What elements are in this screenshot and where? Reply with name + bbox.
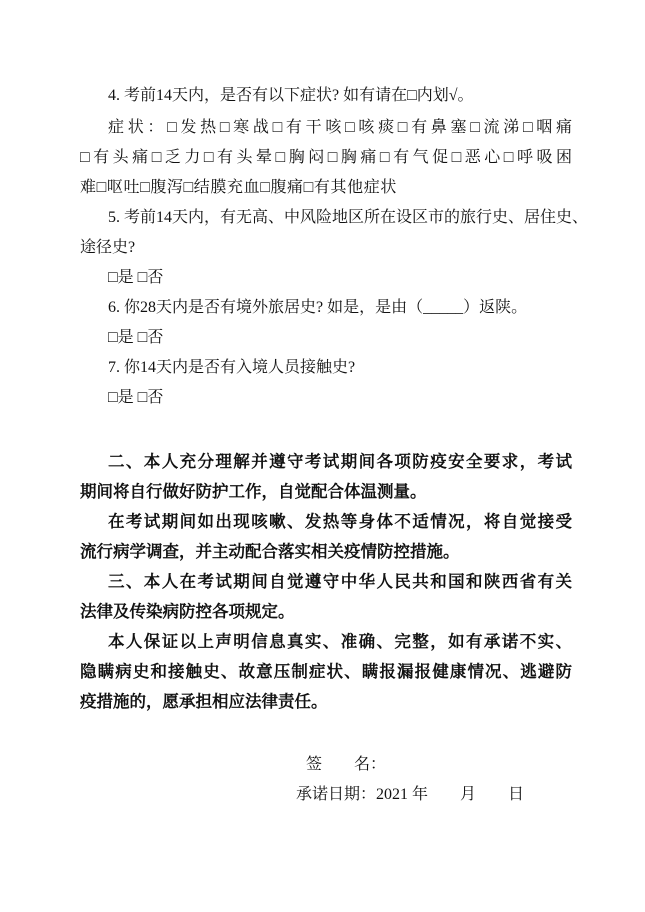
statement-4-line-1: 本人保证以上声明信息真实、准确、完整，如有承诺不实、: [108, 632, 572, 651]
statement-4-line-2: 隐瞒病史和接触史、故意压制症状、瞒报漏报健康情况、逃避防: [80, 662, 572, 681]
symptoms-line-2: □有头痛□乏力□有头晕□胸闷□胸痛□有气促□恶心□呼吸困: [80, 149, 572, 166]
statement-2-line-2: 期间将自行做好防护工作，自觉配合体温测量。: [80, 482, 427, 501]
question-5: 5. 考前14天内，有无高、中风险地区所在设区市的旅行史、居住史、: [108, 209, 589, 226]
question-6-options[interactable]: □是 □否: [108, 329, 164, 346]
symptoms-line-1: 症状：□发热□寒战□有干咳□咳痰□有鼻塞□流涕□咽痛: [108, 119, 572, 136]
statement-3-line-2: 法律及传染病防控各项规定。: [80, 602, 295, 621]
statement-4-line-3: 疫措施的，愿承担相应法律责任。: [80, 692, 328, 711]
statement-2b-line-1: 在考试期间如出现咳嗽、发热等身体不适情况，将自觉接受: [108, 512, 572, 531]
question-4: 4. 考前14天内，是否有以下症状? 如有请在□内划√。: [108, 87, 474, 104]
question-6: 6. 你28天内是否有境外旅居史? 如是，是由（_____）返陕。: [108, 299, 528, 316]
question-5-options[interactable]: □是 □否: [108, 269, 164, 286]
statement-2-line-1: 二、本人充分理解并遵守考试期间各项防疫安全要求，考试: [108, 452, 572, 471]
date-label: 承诺日期：2021 年 月 日: [296, 786, 525, 803]
question-5-cont: 途径史?: [80, 239, 136, 256]
question-7-options[interactable]: □是 □否: [108, 389, 164, 406]
question-7: 7. 你14天内是否有入境人员接触史?: [108, 359, 356, 376]
statement-3-line-1: 三、本人在考试期间自觉遵守中华人民共和国和陕西省有关: [108, 572, 572, 591]
symptoms-line-3: 难□呕吐□腹泻□结膜充血□腹痛□有其他症状: [80, 179, 397, 196]
signature-label: 签 名：: [306, 756, 387, 773]
statement-2b-line-2: 流行病学调查，并主动配合落实相关疫情防控措施。: [80, 542, 460, 561]
